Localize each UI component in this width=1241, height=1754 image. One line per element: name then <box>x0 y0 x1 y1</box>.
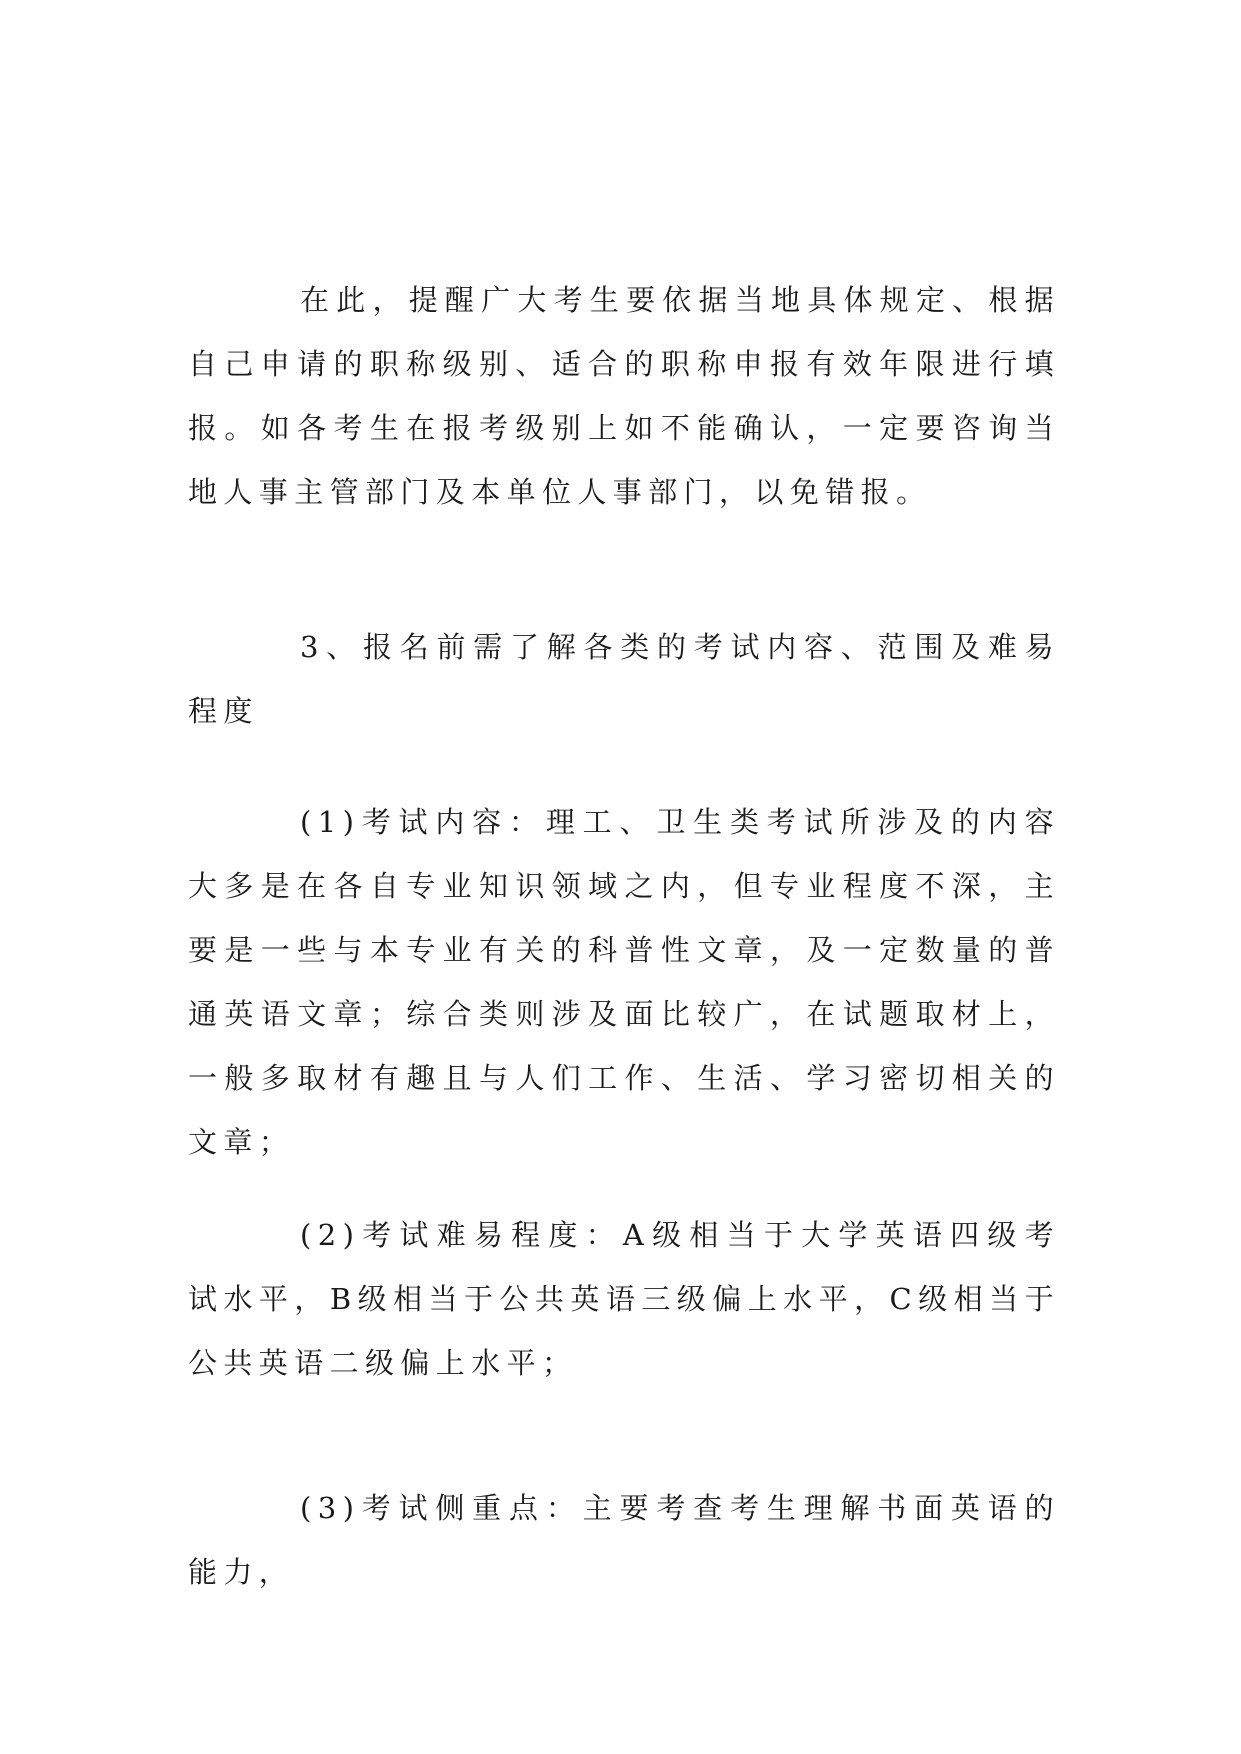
paragraph-exam-focus: (3)考试侧重点：主要考查考生理解书面英语的能力， <box>188 1491 1060 1589</box>
paragraph-reminder: 在此，提醒广大考生要依据当地具体规定、根据自己申请的职称级别、适合的职称申报有效年限进行填报。如各考生在报考级别上如不能确认，一定要咨询当地人事主管部门及本单位人事部门，以免错报。 <box>188 283 1060 509</box>
section-heading-3: 3、报名前需了解各类的考试内容、范围及难易程度 <box>188 630 1060 728</box>
paragraph-exam-content: (1)考试内容：理工、卫生类考试所涉及的内容大多是在各自专业知识领域之内，但专业程度不深，主要是一些与本专业有关的科普性文章，及一定数量的普通英语文章；综合类则涉及面比较广，在试题取材上，一般多取材有趣且与人们工作、生活、学习密切相关的文章； <box>188 805 1060 1159</box>
paragraph-exam-difficulty: (2)考试难易程度：A级相当于大学英语四级考试水平，B级相当于公共英语三级偏上水平，C级相当于公共英语二级偏上水平； <box>188 1218 1060 1380</box>
